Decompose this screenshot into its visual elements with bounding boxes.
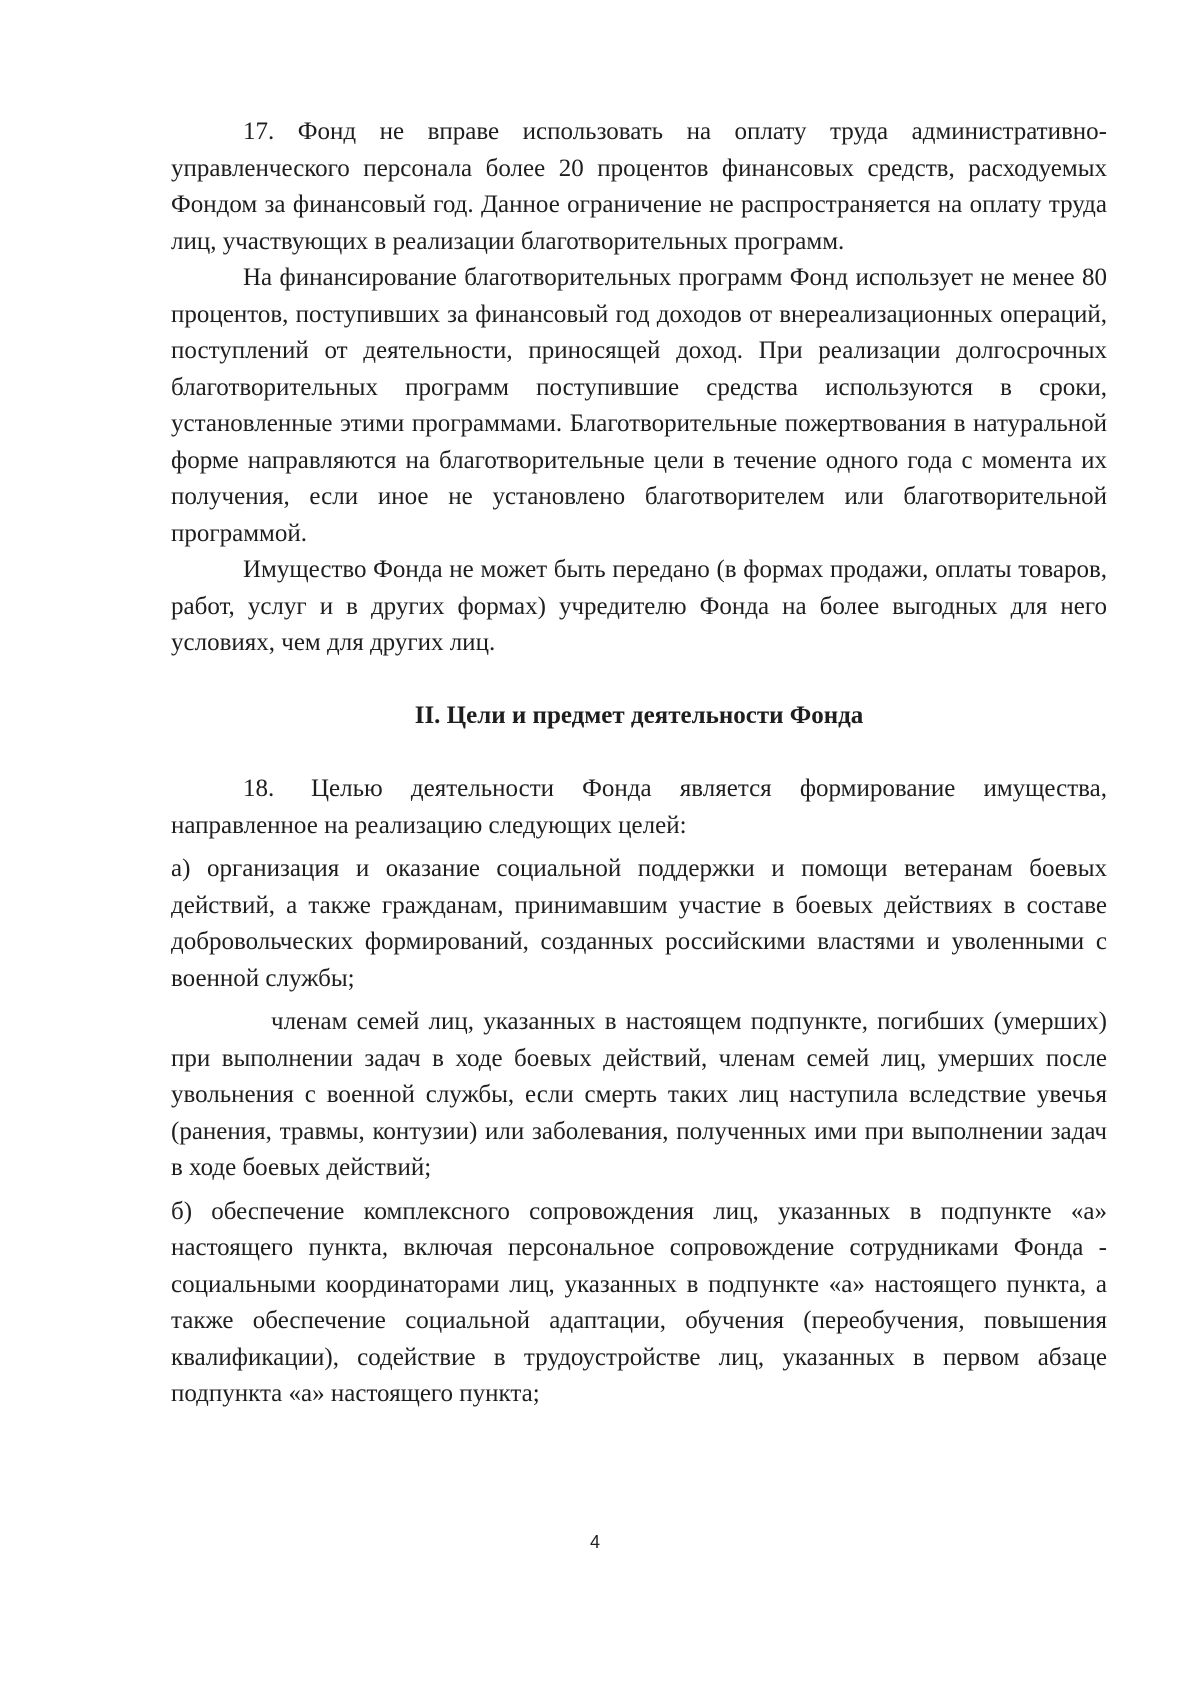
subitem-b: б) обеспечение комплексного сопровождения лиц, указанных в подпункте «а» настоящего пункта, включая персональное сопровождение сотрудниками Фонда - социальными координаторами лиц, указанных в подпункте «а» настоящего пункта, а также обеспечение социальной адаптации, обучения (переобучения, повышения квалификации), содействие в трудоустройстве лиц, указанных в первом абзаце подпункта «а» настоящего пункта; bbox=[171, 1197, 1107, 1407]
paragraph-17-property: Имущество Фонда не может быть передано (в формах продажи, оплаты товаров, работ, услуг и в других формах) учредителю Фонда на более выгодных для него условиях, чем для других лиц. bbox=[171, 556, 1107, 656]
paragraph-18 bbox=[171, 771, 1107, 844]
paragraph-18-text: Целью деятельности Фонда является формирование имущества, направленное на реализацию следующих целей: bbox=[171, 775, 1107, 839]
subitem-a: а) организация и оказание социальной поддержки и помощи ветеранам боевых действий, а также гражданам, принимавшим участие в боевых действиях в составе добровольческих формирований, созданных российскими властями и уволенными с военной службы; bbox=[171, 855, 1107, 992]
subitem-a-continuation: членам семей лиц, указанных в настоящем подпункте, погибших (умерших) при выполнении задач в ходе боевых действий, членам семей лиц, умерших после увольнения с военной службы, если смерть таких лиц наступила вследствие увечья (ранения, травмы, контузии) или заболевания, полученных ими при выполнении задач в ходе боевых действий; bbox=[171, 1008, 1107, 1181]
section-heading: II. Цели и предмет деятельности Фонда bbox=[414, 701, 864, 729]
paragraph-17: 17. Фонд не вправе использовать на оплату труда административно-управленческого персонала более 20 процентов финансовых средств, расходуемых Фондом за финансовый год. Данное ограничение не распространяется на оплату труда лиц, участвующих в реализации благотворительных программ. bbox=[171, 118, 1107, 255]
document-body bbox=[171, 114, 1107, 1413]
paragraph-18-number: 18. bbox=[243, 775, 275, 802]
page-number: 4 bbox=[589, 1532, 600, 1552]
paragraph-17-financing: На финансирование благотворительных программ Фонд использует не менее 80 процентов, поступивших за финансовый год доходов от внереализационных операций, поступлений от деятельности, приносящей доход. При реализации долгосрочных благотворительных программ поступившие средства используются в сроки, установленные этими программами. Благотворительные пожертвования в натуральной форме направляются на благотворительные цели в течение одного года с момента их получения, если иное не установлено благотворителем или благотворительной программой. bbox=[171, 264, 1107, 547]
